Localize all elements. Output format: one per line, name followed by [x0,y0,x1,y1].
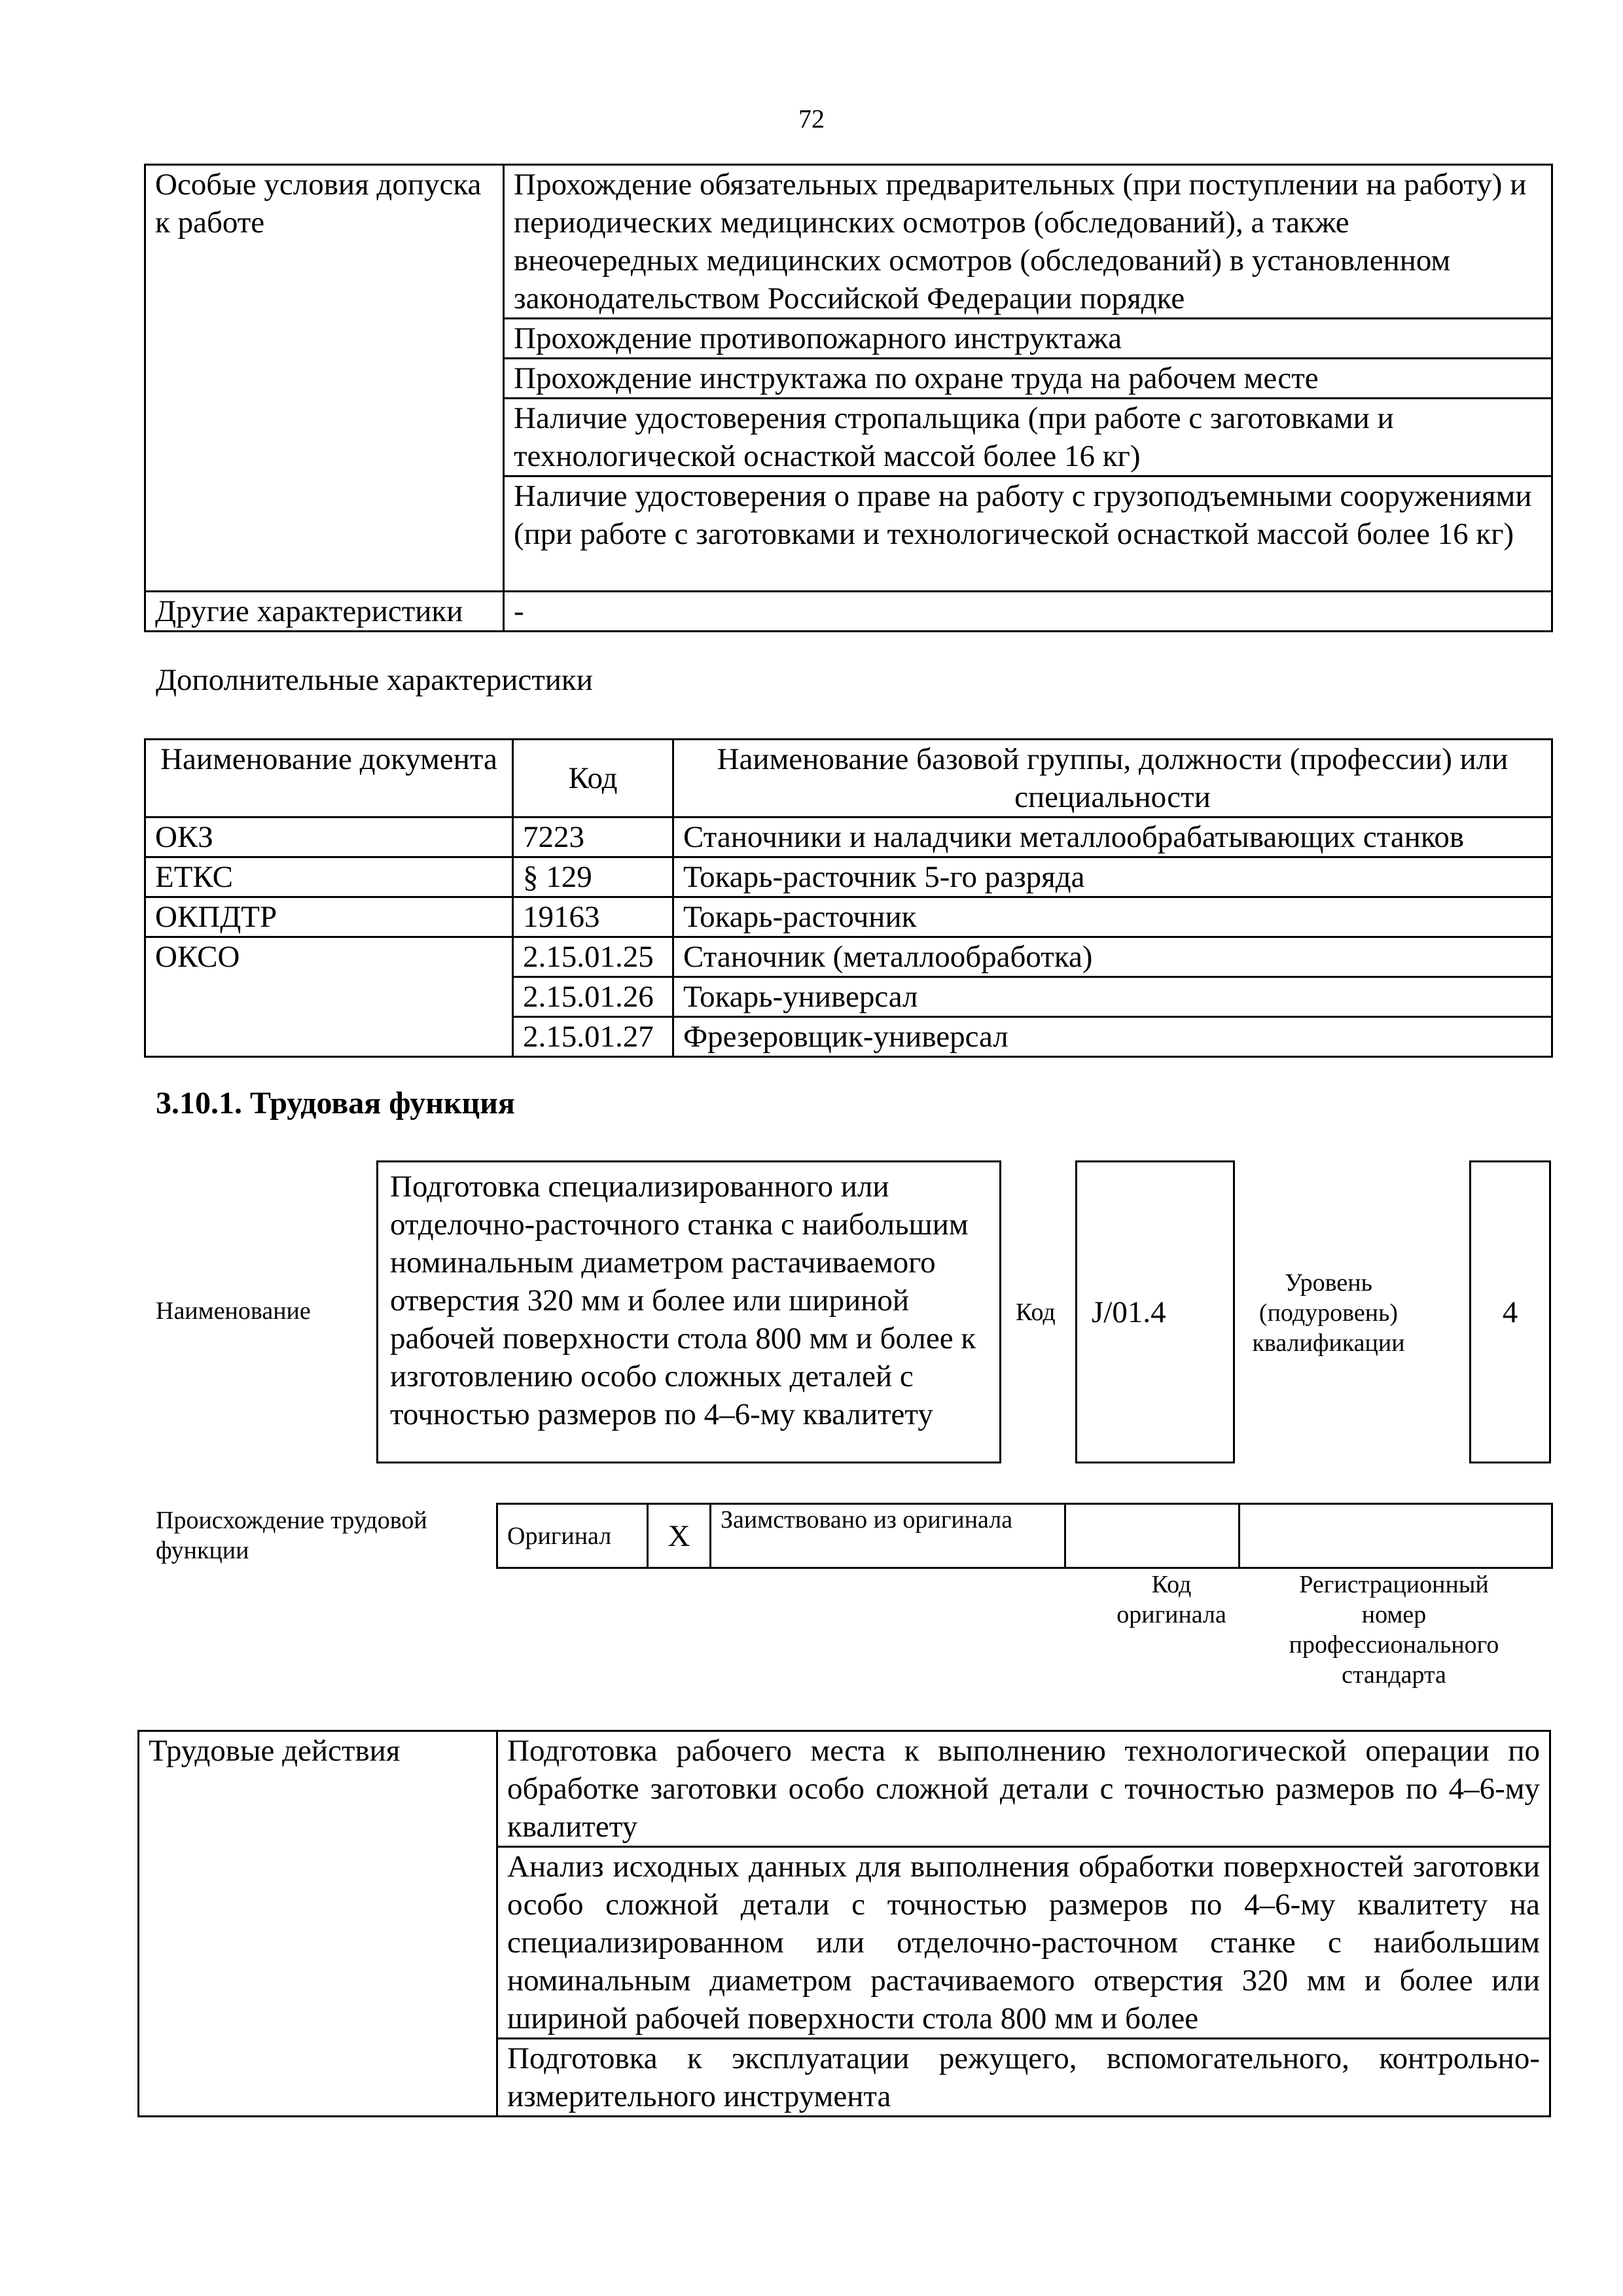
table-cell: 7223 [513,817,673,857]
table-cell: Токарь-расточник 5-го разряда [673,857,1552,897]
table-cell: 2.15.01.25 [513,937,673,977]
function-name-label: Наименование [156,1297,311,1325]
condition-item: Прохождение инструктажа по охране труда на рабочем месте [504,359,1552,399]
table-cell: 19163 [513,897,673,937]
table-cell: ОКЗ [145,817,513,857]
labor-action-item: Подготовка к эксплуатации режущего, вспомогательного, контрольно-измерительного инструмента [497,2039,1550,2117]
table-cell: § 129 [513,857,673,897]
header-code: Код [513,740,673,817]
origin-code-caption: Код оригинала [1116,1571,1226,1628]
table-cell: 2.15.01.27 [513,1017,673,1057]
table-cell: Фрезеровщик-универсал [673,1017,1552,1057]
origin-table [496,1503,1553,1569]
table-cell: Станочники и наладчики металлообрабатывающих станков [673,817,1552,857]
origin-original-label: Оригинал [497,1504,648,1568]
additional-characteristics-table [144,738,1553,1058]
table-cell: Станочник (металлообработка) [673,937,1552,977]
header-document: Наименование документа [145,740,513,817]
table-cell: Токарь-расточник [673,897,1552,937]
table-cell: 2.15.01.26 [513,977,673,1017]
table-cell: ЕТКС [145,857,513,897]
origin-code-cell [1065,1504,1240,1568]
function-name-value: Подготовка специализированного или отделочно-расточного станка с наибольшим номинальным диаметром растачиваемого отверстия 320 мм и более или шириной рабочей поверхности стола 800 мм и более к изготовлению особо сложных деталей с точностью размеров по 4–6-му квалитету [390,1170,976,1431]
condition-item: Прохождение обязательных предварительных (при поступлении на работу) и периодических медицинских осмотров (обследований), а также внеочередных медицинских осмотров (обследований) в установленном законодательством Российской Федерации порядке [504,165,1552,319]
condition-item: Прохождение противопожарного инструктажа [504,319,1552,359]
function-name-box [376,1160,1001,1463]
origin-reg-cell [1240,1504,1552,1568]
labor-actions-label: Трудовые действия [139,1731,497,2117]
labor-actions-table [137,1730,1551,2117]
page-number: 72 [798,104,825,134]
origin-reg-caption: Регистрационный номер профессионального стандарта [1289,1571,1499,1689]
other-characteristics-label: Другие характеристики [145,592,504,632]
additional-characteristics-title: Дополнительные характеристики [156,663,593,697]
condition-item: Наличие удостоверения о праве на работу с грузоподъемными сооружениями (при работе с заготовками и технологической оснасткой массой более 16 кг) [504,476,1552,592]
function-code-label: Код [1016,1299,1056,1326]
qualification-level-value: 4 [1502,1295,1518,1329]
other-characteristics-value: - [504,592,1552,632]
qualification-level-label: Уровень (подуровень) квалификации [1252,1269,1405,1357]
origin-borrowed-label: Заимствовано из оригинала [711,1504,1065,1568]
labor-action-item: Подготовка рабочего места к выполнению технологической операции по обработке заготовки особо сложной детали с точностью размеров по 4–6-му квалитету [497,1731,1550,1847]
origin-label: Происхождение трудовой функции [156,1507,427,1564]
header-group-name: Наименование базовой группы, должности (профессии) или специальности [673,740,1552,817]
condition-item: Наличие удостоверения стропальщика (при работе с заготовками и технологической оснасткой массой более 16 кг) [504,399,1552,476]
function-heading: 3.10.1. Трудовая функция [156,1086,515,1121]
labor-action-item: Анализ исходных данных для выполнения обработки поверхностей заготовки особо сложной детали с точностью размеров по 4–6-му квалитету на специализированном или отделочно-расточном станке с наибольшим номинальным диаметром растачиваемого отверстия 320 мм и более или шириной рабочей поверхности стола 800 мм и более [497,1847,1550,2039]
table-cell: Токарь-универсал [673,977,1552,1017]
table-cell: ОКПДТР [145,897,513,937]
special-conditions-label: Особые условия допуска к работе [145,165,504,592]
qualification-level-box [1469,1160,1551,1463]
function-code-box [1075,1160,1235,1463]
origin-original-mark: X [648,1504,711,1568]
table-cell: ОКСО [145,937,513,1057]
conditions-table [144,164,1553,632]
function-code-value: J/01.4 [1092,1295,1166,1329]
